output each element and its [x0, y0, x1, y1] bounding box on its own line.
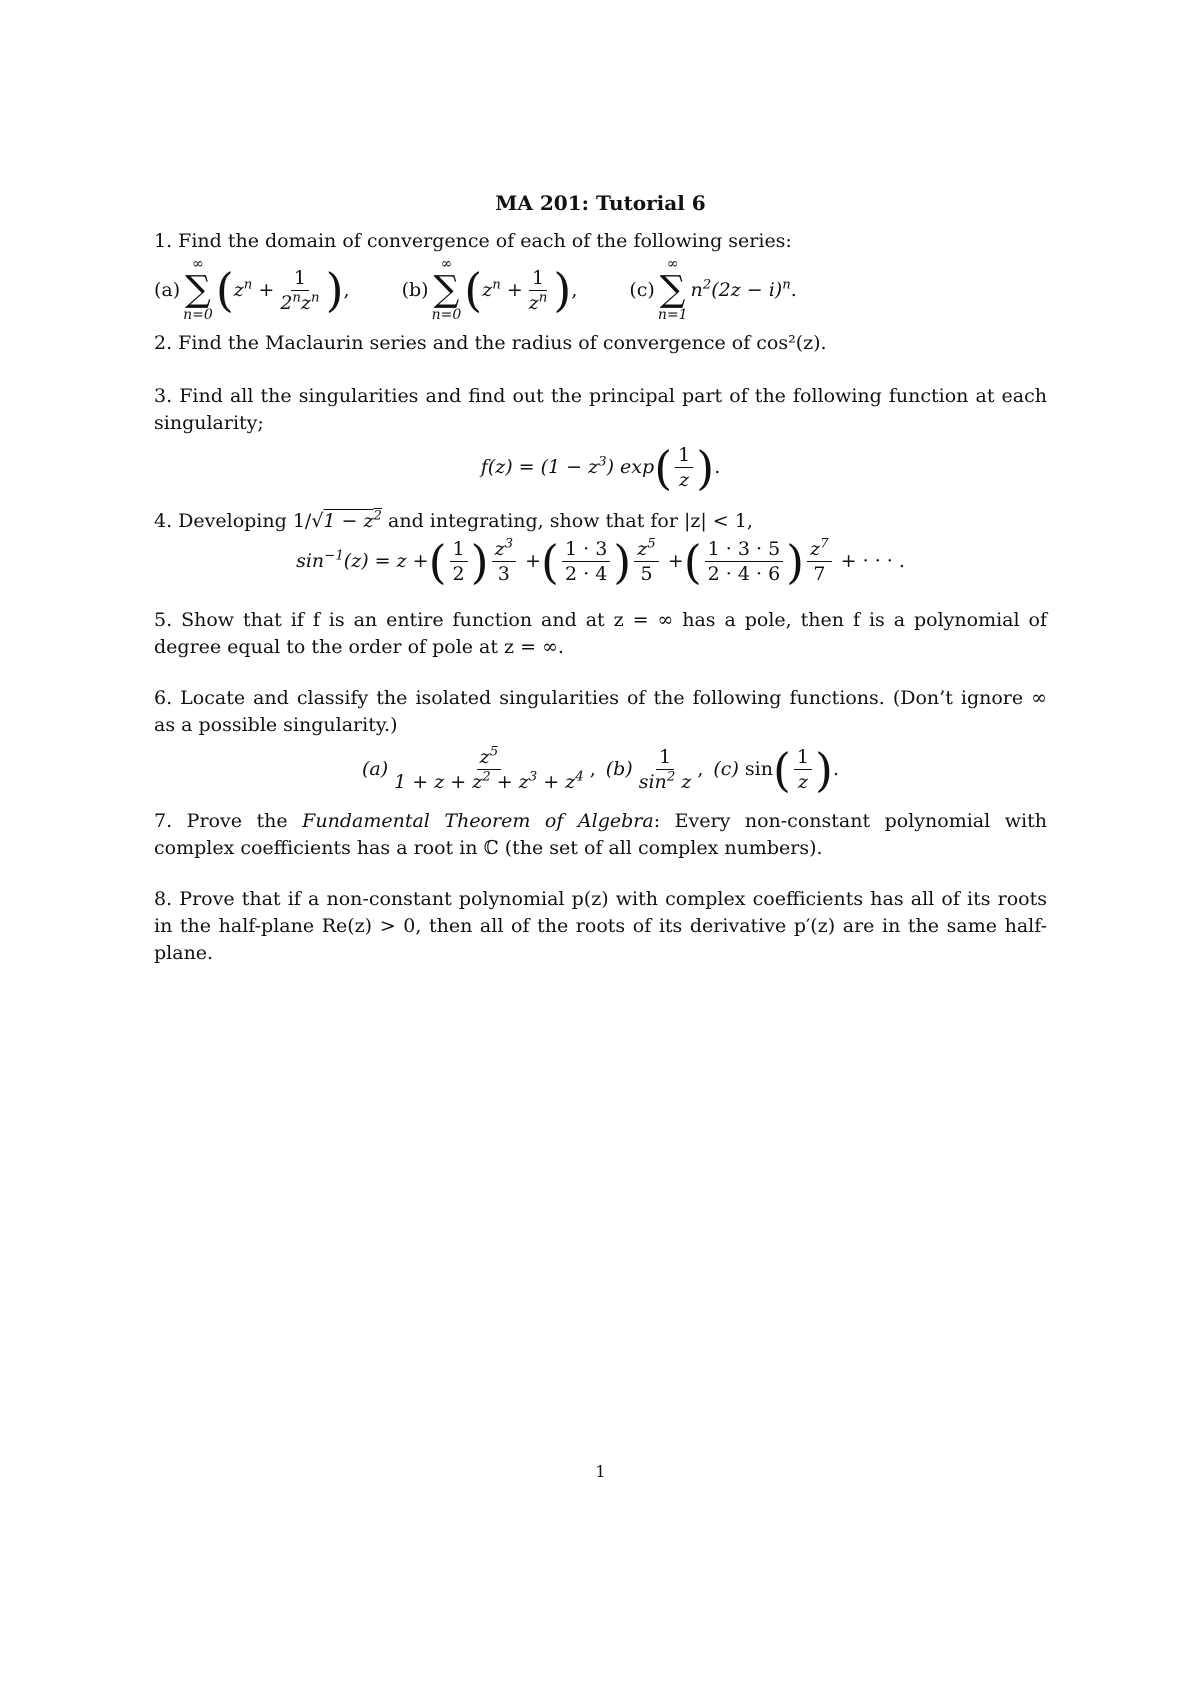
problem-7: 7. Prove the Fundamental Theorem of Algebra: Every non-constant polynomial with complex coefficients has a root in ℂ (the set of all complex numbers). — [154, 810, 1047, 859]
problem-6 — [154, 685, 1047, 797]
part-a-label: (a) — [361, 758, 389, 780]
problem-6-text: 6. Locate and classify the isolated singularities of the following functions. (Don’t ignore ∞ as a possible singularity.) — [154, 687, 1047, 736]
part-b-label: (b) — [605, 758, 633, 780]
sum-a: ∞ ∑ n=0 — [183, 256, 213, 323]
fraction-a: $\frac{1}{2^nz^n}$ — [280, 266, 320, 314]
problem-1-text: 1. Find the domain of convergence of each of the following series: — [154, 230, 792, 252]
problem-8: 8. Prove that if a non-constant polynomial p(z) with complex coefficients has all of its roots in the half-plane Re(z) > 0, then all of the roots of its derivative p′(z) are in the same half-plane. — [154, 888, 1047, 964]
problem-3-text: 3. Find all the singularities and find out the principal part of the following function at each singularity; — [154, 385, 1047, 434]
problem-4 — [154, 508, 1047, 589]
fraction-b: $\frac{1}{z^n}$ — [528, 266, 548, 314]
part-b-label: (b) — [401, 278, 429, 301]
problem-1-series: (a) ∞ ∑ n=0 ( $z^n$ + $\frac{1}{2^nz^n}$ ) , (b) ∞ ∑ n=0 ( $z^n$ + $\frac{1}{z^n}$ ) , (c) ∞ ∑ n=1 $n^2(2z - i)^n$ . — [154, 256, 797, 323]
problem-3-formula: $f(z) = (1 - z^3)$ exp ( $\frac{1}{z}$ ) . — [480, 440, 721, 495]
page-number: 1 — [595, 1462, 606, 1481]
problem-6-formulas: (a) $\frac{z^5}{1 + z + z^2 + z^3 + z^4}$ , (b) $\frac{1}{\sin^2 z}$ , (c) sin ( $\frac{1}{z}$ ) . — [361, 742, 840, 797]
part-a-label: (a) — [154, 278, 181, 301]
part-c-label: (c) — [629, 278, 655, 301]
problem-2: 2. Find the Maclaurin series and the radius of convergence of cos²(z). — [154, 332, 827, 354]
problem-3 — [154, 383, 1047, 495]
problem-4-formula: $\sin^{-1}(z) = z$ + ( $\frac{1}{2}$ ) $\frac{z^3}{3}$ + ( $\frac{1 \cdot 3}{2 \cdot 4}$ ) $\frac{z^5}{5}$ + ( $\frac{1 \cdot 3 \cdot 5}{2 \cdot 4 \cdot 6}$ ) $\frac{z^7}{7}$ + · · · . — [296, 534, 905, 589]
theorem-name: Fundamental Theorem of Algebra — [302, 810, 654, 832]
problem-1 — [154, 228, 1047, 323]
problem-5: 5. Show that if f is an entire function and at z = ∞ has a pole, then f is a polynomial of degree equal to the order of pole at z = ∞. — [154, 609, 1047, 658]
sum-b: ∞ ∑ n=0 — [431, 256, 462, 323]
part-c-label: (c) — [713, 758, 739, 780]
sum-c: ∞ ∑ n=1 — [657, 256, 688, 323]
page-title: MA 201: Tutorial 6 — [495, 191, 706, 215]
problem-4-text: 4. Developing $1/√1 - z^2$ and integrating, show that for |z| < 1, — [154, 508, 753, 532]
